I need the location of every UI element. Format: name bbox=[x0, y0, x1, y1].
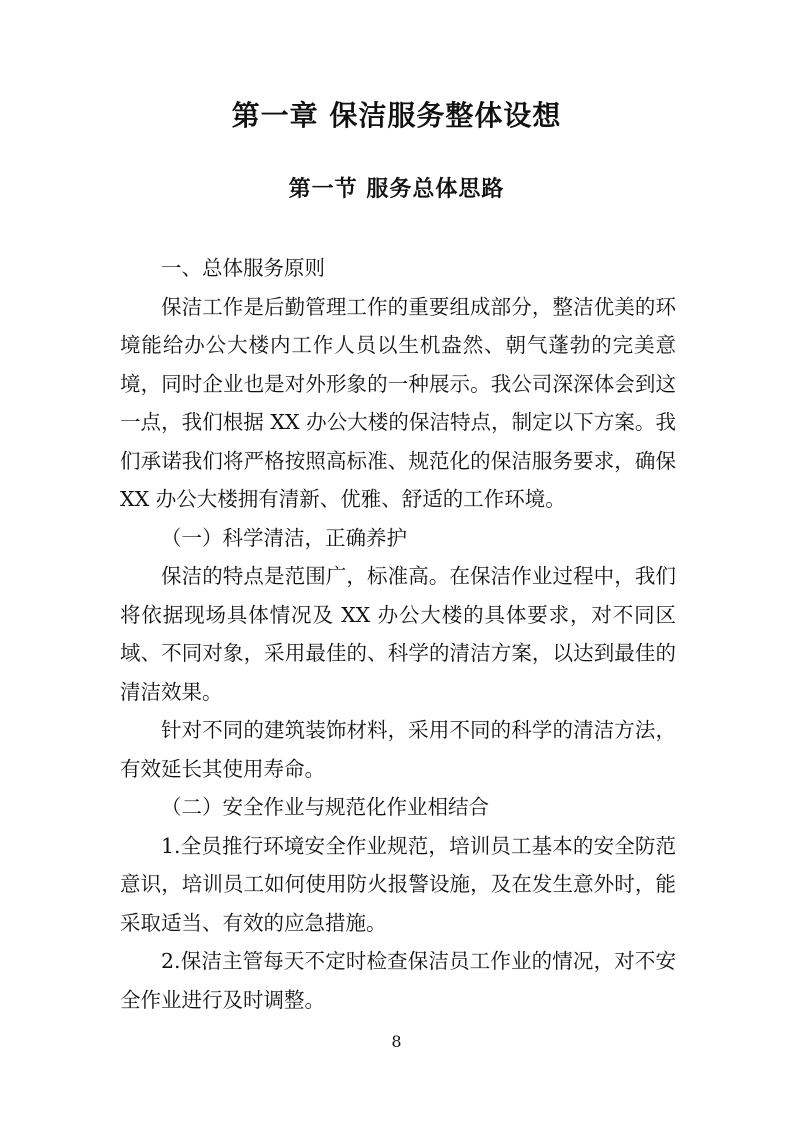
list-item: 2.保洁主管每天不定时检查保洁员工作业的情况，对不安全作业进行及时调整。 bbox=[120, 949, 676, 1012]
document-body bbox=[120, 249, 676, 1019]
paragraph: 保洁工作是后勤管理工作的重要组成部分，整洁优美的环境能给办公大楼内工作人员以生机盎然、朝气蓬勃的完美意境，同时企业也是对外形象的一种展示。我公司深深体会到这一点，我们根据 XX 办公大楼的保洁特点，制定以下方案。我们承诺我们将严格按照高标准、规范化的保洁服务要求，确保 XX 办公大楼拥有清新、优雅、舒适的工作环境。 bbox=[120, 294, 676, 511]
section-title: 第一节 服务总体思路 bbox=[288, 177, 505, 202]
subheading-scientific-cleaning: （一）科学清洁，正确养护 bbox=[161, 525, 407, 550]
page-number: 8 bbox=[391, 1032, 402, 1051]
paragraph: 针对不同的建筑装饰材料，采用不同的科学的清洁方法，有效延长其使用寿命。 bbox=[120, 718, 676, 781]
paragraph: 保洁的特点是范围广，标准高。在保洁作业过程中，我们将依据现场具体情况及 XX 办公大楼的具体要求，对不同区域、不同对象，采用最佳的、科学的清洁方案，以达到最佳的清洁效果。 bbox=[120, 564, 676, 704]
chapter-title: 第一章 保洁服务整体设想 bbox=[231, 99, 562, 132]
subheading-general-principles: 一、总体服务原则 bbox=[161, 256, 325, 280]
list-item: 1.全员推行环境安全作业规范，培训员工基本的安全防范意识，培训员工如何使用防火报警设施，及在发生意外时，能采取适当、有效的应急措施。 bbox=[120, 833, 676, 935]
subheading-safety-standardization: （二）安全作业与规范化作业相结合 bbox=[161, 795, 489, 819]
